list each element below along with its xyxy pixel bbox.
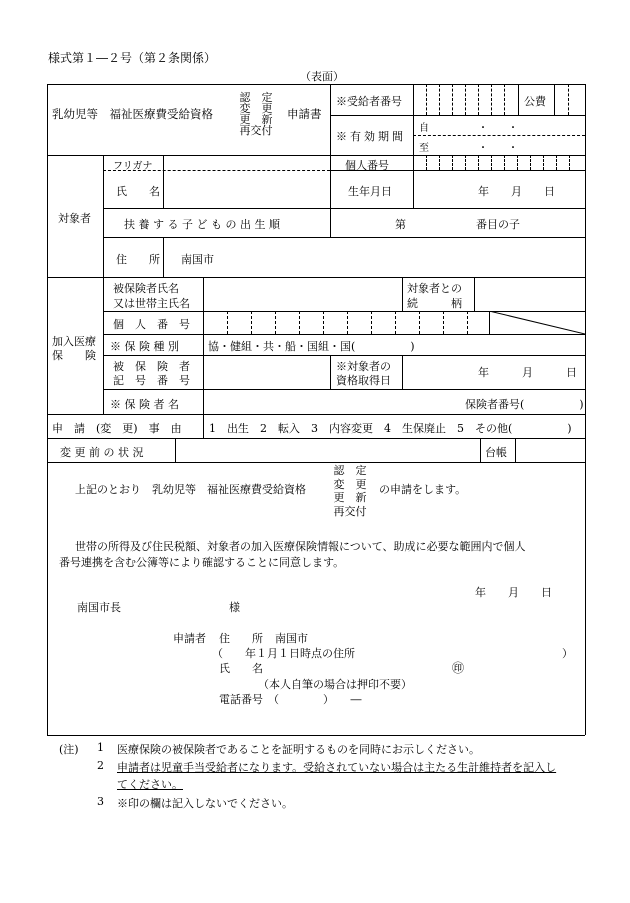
address-note-close: ） xyxy=(562,647,573,660)
validity-from-dots: ・ ・ xyxy=(478,123,518,134)
insured-personal-number-label: 個 人 番 号 xyxy=(113,318,190,331)
personal-number-label: 個人番号 xyxy=(345,159,389,172)
previous-status-label: 変 更 前 の 状 況 xyxy=(60,446,144,459)
birthdate-label: 生年月日 xyxy=(348,185,392,198)
statement-option-henkou: 変 更 xyxy=(333,477,367,491)
address-value: 南国市 xyxy=(181,253,214,266)
recipient-number-label: ※受給者番号 xyxy=(336,95,402,108)
validity-to-dots: ・ ・ xyxy=(478,143,518,154)
symbol-number-label-1: 被 保 険 者 xyxy=(113,360,190,373)
note-3-text: ※印の欄は記入しないでください。 xyxy=(117,797,293,810)
phone-label: 電話番号 xyxy=(219,693,263,706)
consent-line-2: 番号連携を含む公簿等により確認することに同意します。 xyxy=(59,556,345,569)
statement-option-saikoufu: 再交付 xyxy=(333,504,367,518)
applicant-label: 申請者 xyxy=(173,632,206,645)
note-2-text-cont: てください。 xyxy=(117,778,183,791)
form-title-options xyxy=(238,92,274,136)
statement-option-koushin: 更 新 xyxy=(333,491,367,504)
note-1-num: 1 xyxy=(97,741,104,754)
statement-prefix: 上記のとおり 乳幼児等 福祉医療費受給資格 xyxy=(75,483,306,496)
acquired-date-label-1: ※対象者の xyxy=(336,360,391,373)
note-2-num: 2 xyxy=(97,759,104,772)
statement-option-nintei: 認 定 xyxy=(333,464,367,477)
validity-to-label: 至 xyxy=(419,143,429,154)
seal-note: （本人自筆の場合は押印不要） xyxy=(258,678,412,691)
form-title-prefix: 乳幼児等 福祉医療費受給資格 xyxy=(52,107,213,121)
applicant-name-label: 氏 名 xyxy=(219,662,263,675)
seal-mark: ㊞ xyxy=(452,661,465,675)
relation-label-1: 対象者との xyxy=(407,282,462,295)
insurance-type-options: 協・健組・共・船・国組・国( ) xyxy=(208,340,415,353)
form-side-label: （表面） xyxy=(300,70,344,83)
note-2-text: 申請者は児童手当受給者になります。受給されていない場合は主たる生計維持者を記入し xyxy=(117,761,557,774)
validity-label: ※有効期間 xyxy=(336,130,406,143)
applicant-address-label: 住 所 xyxy=(219,632,263,645)
reason-options: 1 出生 2 転入 3 内容変更 4 生保廃止 5 その他( ) xyxy=(209,422,572,435)
insurer-name-label: ※ 保 険 者 名 xyxy=(110,398,179,411)
form-number: 様式第１―２号（第２条関係） xyxy=(48,51,217,65)
reason-label: 申 請 (変 更) 事 由 xyxy=(52,422,182,435)
note-3-num: 3 xyxy=(97,795,104,808)
option-henkou: 変 更 xyxy=(239,102,273,115)
insured-name-label-2: 又は世帯主氏名 xyxy=(113,297,190,310)
diagonal-slash xyxy=(489,311,585,334)
relation-label-2: 続 柄 xyxy=(407,297,462,310)
birthdate-ymd: 年 月 日 xyxy=(478,185,555,198)
insured-name-label-1: 被保険者氏名 xyxy=(113,282,179,295)
birth-order-suffix: 番目の子 xyxy=(476,218,520,231)
statement-suffix: の申請をします。 xyxy=(379,483,467,496)
birth-order-prefix: 第 xyxy=(395,218,406,231)
option-saikoufu: 再交付 xyxy=(239,124,273,137)
subject-section-label: 対象者 xyxy=(58,212,91,225)
insurance-section-label-1: 加入医療 xyxy=(52,335,96,348)
form-title-suffix: 申請書 xyxy=(287,107,322,121)
consent-line-1: 世帯の所得及び住民税額、対象者の加入医療保険情報について、助成に必要な範囲内で個人 xyxy=(75,540,526,553)
address-label: 住 所 xyxy=(116,253,160,266)
insurer-number-label: 保険者番号( ) xyxy=(465,398,584,411)
statement-options xyxy=(330,464,370,518)
application-date: 年 月 日 xyxy=(475,586,552,599)
ledger-label: 台帳 xyxy=(485,446,507,459)
insurance-section-label-2: 保 険 xyxy=(52,349,96,362)
option-nintei: 認 定 xyxy=(239,91,273,104)
acquired-date-label-2: 資格取得日 xyxy=(336,374,391,387)
name-label: 氏 名 xyxy=(116,185,160,198)
phone-format: （ ） ― xyxy=(268,693,362,706)
address-note-open: （ 年１月１日時点の住所 xyxy=(212,647,355,660)
applicant-address-value: 南国市 xyxy=(275,632,308,645)
mayor-honorific: 様 xyxy=(229,601,240,614)
insurance-type-label: ※ 保 険 種 別 xyxy=(110,340,179,353)
notes-label: (注) xyxy=(59,743,79,756)
symbol-number-label-2: 記 号 番 号 xyxy=(113,374,190,387)
furigana-label: フリガナ xyxy=(113,161,153,172)
note-1-text: 医療保険の被保険者であることを証明するものを同時にお示しください。 xyxy=(117,743,480,756)
option-koushin: 更 新 xyxy=(239,113,273,126)
mayor-label: 南国市長 xyxy=(77,601,121,614)
birth-order-label: 扶養する子どもの出生順 xyxy=(124,218,284,231)
validity-from-label: 自 xyxy=(419,123,429,134)
public-label: 公費 xyxy=(524,95,546,108)
acquired-date-ymd: 年 月 日 xyxy=(478,366,577,379)
